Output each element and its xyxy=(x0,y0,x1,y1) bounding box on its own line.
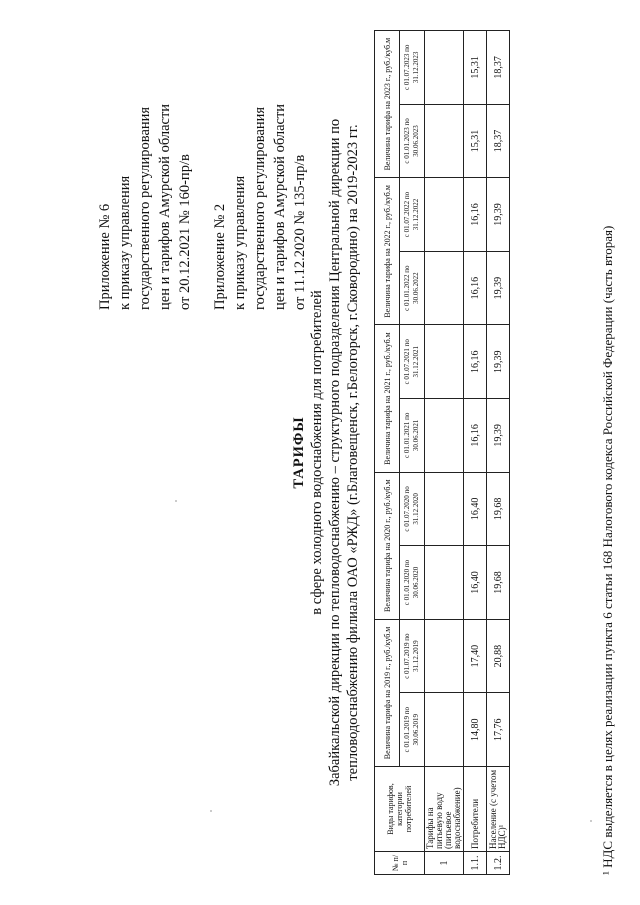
col-header-year: Величина тарифа на 2019 г., руб./куб.м xyxy=(375,619,400,766)
appendix-line: государственного регулирования xyxy=(252,106,268,310)
tariff-cell: 14,80 xyxy=(464,693,487,767)
appendix-line: от 11.12.2020 № 135-пр/в xyxy=(292,154,308,310)
tariff-cell: 18,37 xyxy=(487,31,510,105)
document-title xyxy=(290,0,362,905)
tariff-cell: 19,39 xyxy=(487,178,510,252)
tariff-cell: 19,39 xyxy=(487,325,510,399)
col-header-period: с 01.01.2021 по 30.06.2021 xyxy=(400,399,425,473)
col-header-year: Величина тарифа на 2022 г., руб./куб.м xyxy=(375,178,400,325)
tariff-cell: 20,88 xyxy=(487,619,510,693)
col-header-period: с 01.07.2023 по 31.12.2023 xyxy=(400,31,425,105)
title-line: тепловодоснабжению филиала ОАО «РЖД» (г.Благовещенск, г.Белогорск, г.Сковородино) на 2019-2023 гг. xyxy=(345,124,361,781)
col-header-num: № п/п xyxy=(375,852,425,875)
col-header-year: Величина тарифа на 2023 г., руб./куб.м xyxy=(375,31,400,178)
tariff-cell: 19,68 xyxy=(487,546,510,620)
row-label: Тарифы на питьевую воду (питьевое водоснабжение) xyxy=(425,767,464,852)
appendix-6-block xyxy=(95,104,195,310)
col-header-period: с 01.07.2019 по 31.12.2019 xyxy=(400,619,425,693)
row-label: Потребители xyxy=(464,767,487,852)
tariff-cell: 15,31 xyxy=(464,104,487,178)
col-header-period: с 01.07.2021 по 31.12.2021 xyxy=(400,325,425,399)
tariff-cell: 16,16 xyxy=(464,178,487,252)
tariff-cell: 16,16 xyxy=(464,399,487,473)
appendix-line: цен и тарифов Амурской области xyxy=(157,103,173,310)
col-header-type: Виды тарифов, категории потребителей xyxy=(375,767,425,852)
title-line: в сфере холодного водоснабжения для потребителей xyxy=(309,290,325,615)
row-label: Население (с учетом НДС)¹ xyxy=(487,767,510,852)
tariff-cell: 19,39 xyxy=(487,399,510,473)
tariff-cell: 16,16 xyxy=(464,251,487,325)
table-row xyxy=(487,31,510,875)
appendix-line: цен и тарифов Амурской области xyxy=(272,103,288,310)
appendix-line: к приказу управления xyxy=(232,175,248,310)
tariff-cell: 17,40 xyxy=(464,619,487,693)
tariff-cell: 17,76 xyxy=(487,693,510,767)
row-num: 1 xyxy=(425,852,464,875)
col-header-period: с 01.01.2023 по 30.06.2023 xyxy=(400,104,425,178)
col-header-year: Величина тарифа на 2021 г., руб./куб.м xyxy=(375,325,400,472)
col-header-period: с 01.07.2022 по 31.12.2022 xyxy=(400,178,425,252)
scan-speck xyxy=(210,810,212,812)
tariff-cell: 19,68 xyxy=(487,472,510,546)
title-line: Забайкальской дирекции по тепловодоснабжению – структурного подразделения Центральной дирекции по xyxy=(327,118,343,787)
tariff-cell: 18,37 xyxy=(487,104,510,178)
tariff-cell: 15,31 xyxy=(464,31,487,105)
row-num: 1.2. xyxy=(487,852,510,875)
col-header-period: с 01.01.2022 по 30.06.2022 xyxy=(400,251,425,325)
col-header-period: с 01.01.2019 по 30.06.2019 xyxy=(400,693,425,767)
appendix-line: к приказу управления xyxy=(117,175,133,310)
footnote: ¹ НДС выделяется в целях реализации пункта 6 статьи 168 Налогового кодекса Российской Федерации (часть вторая) xyxy=(600,225,615,875)
appendix-line: государственного регулирования xyxy=(137,106,153,310)
tariff-table xyxy=(374,30,510,875)
appendix-line: Приложение № 2 xyxy=(212,203,228,310)
title-main: ТАРИФЫ xyxy=(291,416,307,489)
col-header-period: с 01.01.2020 по 30.06.2020 xyxy=(400,546,425,620)
tariff-cell: 19,39 xyxy=(487,251,510,325)
col-header-year: Величина тарифа на 2020 г., руб./куб.м xyxy=(375,472,400,619)
table-section-row xyxy=(425,31,464,875)
table-row xyxy=(464,31,487,875)
scan-speck xyxy=(590,820,592,822)
appendix-line: от 20.12.2021 № 160-пр/в xyxy=(177,154,193,310)
row-num: 1.1. xyxy=(464,852,487,875)
tariff-cell: 16,16 xyxy=(464,325,487,399)
appendix-line: Приложение № 6 xyxy=(97,203,113,310)
tariff-cell: 16,40 xyxy=(464,472,487,546)
tariff-cell: 16,40 xyxy=(464,546,487,620)
col-header-period: с 01.07.2020 по 31.12.2020 xyxy=(400,472,425,546)
scan-speck xyxy=(175,500,177,502)
